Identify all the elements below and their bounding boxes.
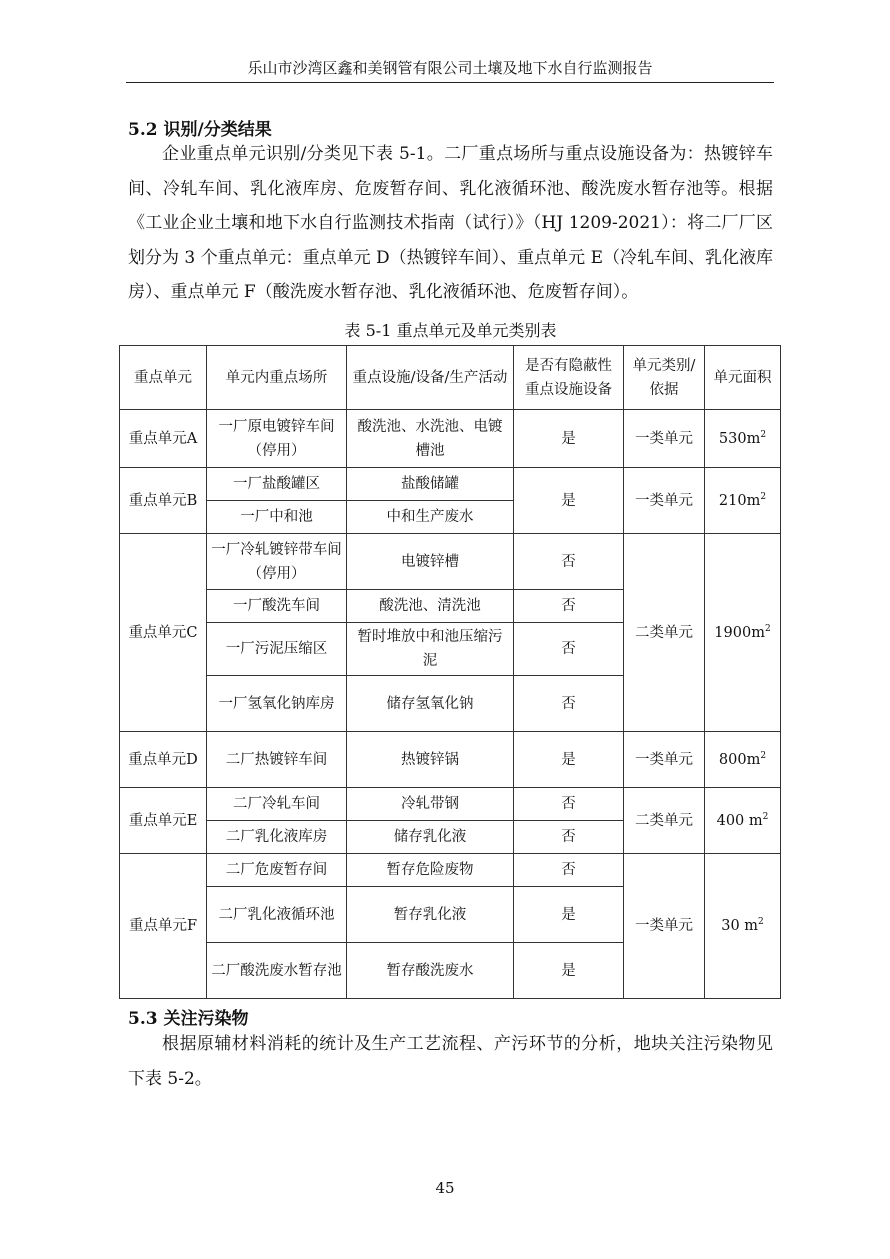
hidden-cell: 否: [514, 676, 624, 732]
section-5-2-paragraph: 企业重点单元识别/分类见下表 5-1。二厂重点场所与重点设施设备为：热镀锌车间、冷轧车间、乳化液库房、危废暂存间、乳化液循环池、酸洗废水暂存池等。根据《工业企业土壤和地下水自行监测技术指南（试行）》（HJ 1209-2021）：将二厂厂区划分为 3 个重点单元：重点单元 D（热镀锌车间）、重点单元 E（冷轧车间、乳化液库房）、重点单元 F（酸洗废水暂存池、乳化液循环池、危废暂存间）。: [128, 144, 773, 303]
section-5-2-body: [128, 137, 773, 310]
table-header-cell: 重点单元: [120, 346, 207, 410]
category-cell: 一类单元: [624, 410, 705, 468]
hidden-cell: 否: [514, 534, 624, 590]
hidden-cell: 是: [514, 410, 624, 468]
facility-cell: 热镀锌锅: [347, 732, 514, 788]
table-row: [120, 534, 781, 590]
table-header-cell: 是否有隐蔽性重点设施设备: [514, 346, 624, 410]
category-cell: 一类单元: [624, 854, 705, 999]
table-header-cell: 单元面积: [705, 346, 781, 410]
table-row: [120, 788, 781, 821]
place-cell: 一厂酸洗车间: [207, 590, 347, 623]
hidden-cell: 否: [514, 623, 624, 676]
area-cell: $530m^2$: [705, 410, 781, 468]
place-cell: 一厂原电镀锌车间（停用）: [207, 410, 347, 468]
hidden-cell: 是: [514, 468, 624, 534]
facility-cell: 暂存乳化液: [347, 887, 514, 943]
table-row: [120, 468, 781, 501]
place-cell: 一厂盐酸罐区: [207, 468, 347, 501]
hidden-cell: 是: [514, 887, 624, 943]
place-cell: 二厂酸洗废水暂存池: [207, 943, 347, 999]
table-header-cell: 重点设施/设备/生产活动: [347, 346, 514, 410]
hidden-cell: 否: [514, 821, 624, 854]
facility-cell: 酸洗池、清洗池: [347, 590, 514, 623]
place-cell: 二厂危废暂存间: [207, 854, 347, 887]
place-cell: 一厂中和池: [207, 501, 347, 534]
unit-cell: 重点单元D: [120, 732, 207, 788]
facility-cell: 储存乳化液: [347, 821, 514, 854]
facility-cell: 储存氢氧化钠: [347, 676, 514, 732]
header-rule: [126, 82, 774, 83]
hidden-cell: 否: [514, 788, 624, 821]
hidden-cell: 是: [514, 943, 624, 999]
category-cell: 二类单元: [624, 534, 705, 732]
table-row: [120, 854, 781, 887]
facility-cell: 暂存酸洗废水: [347, 943, 514, 999]
unit-cell: 重点单元B: [120, 468, 207, 534]
hidden-cell: 否: [514, 590, 624, 623]
category-cell: 一类单元: [624, 468, 705, 534]
place-cell: 二厂乳化液库房: [207, 821, 347, 854]
area-cell: $210m^2$: [705, 468, 781, 534]
unit-cell: 重点单元A: [120, 410, 207, 468]
table-header-cell: 单元内重点场所: [207, 346, 347, 410]
unit-cell: 重点单元F: [120, 854, 207, 999]
category-cell: 二类单元: [624, 788, 705, 854]
table-caption: 表 5-1 重点单元及单元类别表: [344, 321, 557, 340]
area-cell: $1900m^2$: [705, 534, 781, 732]
place-cell: 二厂乳化液循环池: [207, 887, 347, 943]
place-cell: 二厂冷轧车间: [207, 788, 347, 821]
page-header: 乐山市沙湾区鑫和美钢管有限公司土壤及地下水自行监测报告: [247, 59, 653, 77]
facility-cell: 酸洗池、水洗池、电镀槽池: [347, 410, 514, 468]
category-cell: 一类单元: [624, 732, 705, 788]
place-cell: 二厂热镀锌车间: [207, 732, 347, 788]
place-cell: 一厂冷轧镀锌带车间（停用）: [207, 534, 347, 590]
hidden-cell: 是: [514, 732, 624, 788]
section-5-3-heading: 5.3 关注污染物: [128, 1009, 249, 1029]
area-cell: 30 $m^2$: [705, 854, 781, 999]
table-header-cell: 单元类别/依据: [624, 346, 705, 410]
section-5-3-paragraph: 根据原辅材料消耗的统计及生产工艺流程、产污环节的分析，地块关注污染物见下表 5-2。: [128, 1034, 773, 1089]
facility-cell: 暂存危险废物: [347, 854, 514, 887]
place-cell: 一厂氢氧化钠库房: [207, 676, 347, 732]
facility-cell: 电镀锌槽: [347, 534, 514, 590]
unit-cell: 重点单元C: [120, 534, 207, 732]
facility-cell: 中和生产废水: [347, 501, 514, 534]
table-row: [120, 732, 781, 788]
page-number: 45: [435, 1179, 455, 1197]
table-row: [120, 410, 781, 468]
area-cell: $800m^2$: [705, 732, 781, 788]
unit-cell: 重点单元E: [120, 788, 207, 854]
hidden-cell: 否: [514, 854, 624, 887]
facility-cell: 盐酸储罐: [347, 468, 514, 501]
place-cell: 一厂污泥压缩区: [207, 623, 347, 676]
section-5-3-body: [128, 1027, 773, 1096]
key-unit-table: [119, 345, 781, 999]
area-cell: 400 $m^2$: [705, 788, 781, 854]
section-5-2-heading: 5.2 识别/分类结果: [128, 120, 272, 140]
facility-cell: 冷轧带钢: [347, 788, 514, 821]
facility-cell: 暂时堆放中和池压缩污泥: [347, 623, 514, 676]
